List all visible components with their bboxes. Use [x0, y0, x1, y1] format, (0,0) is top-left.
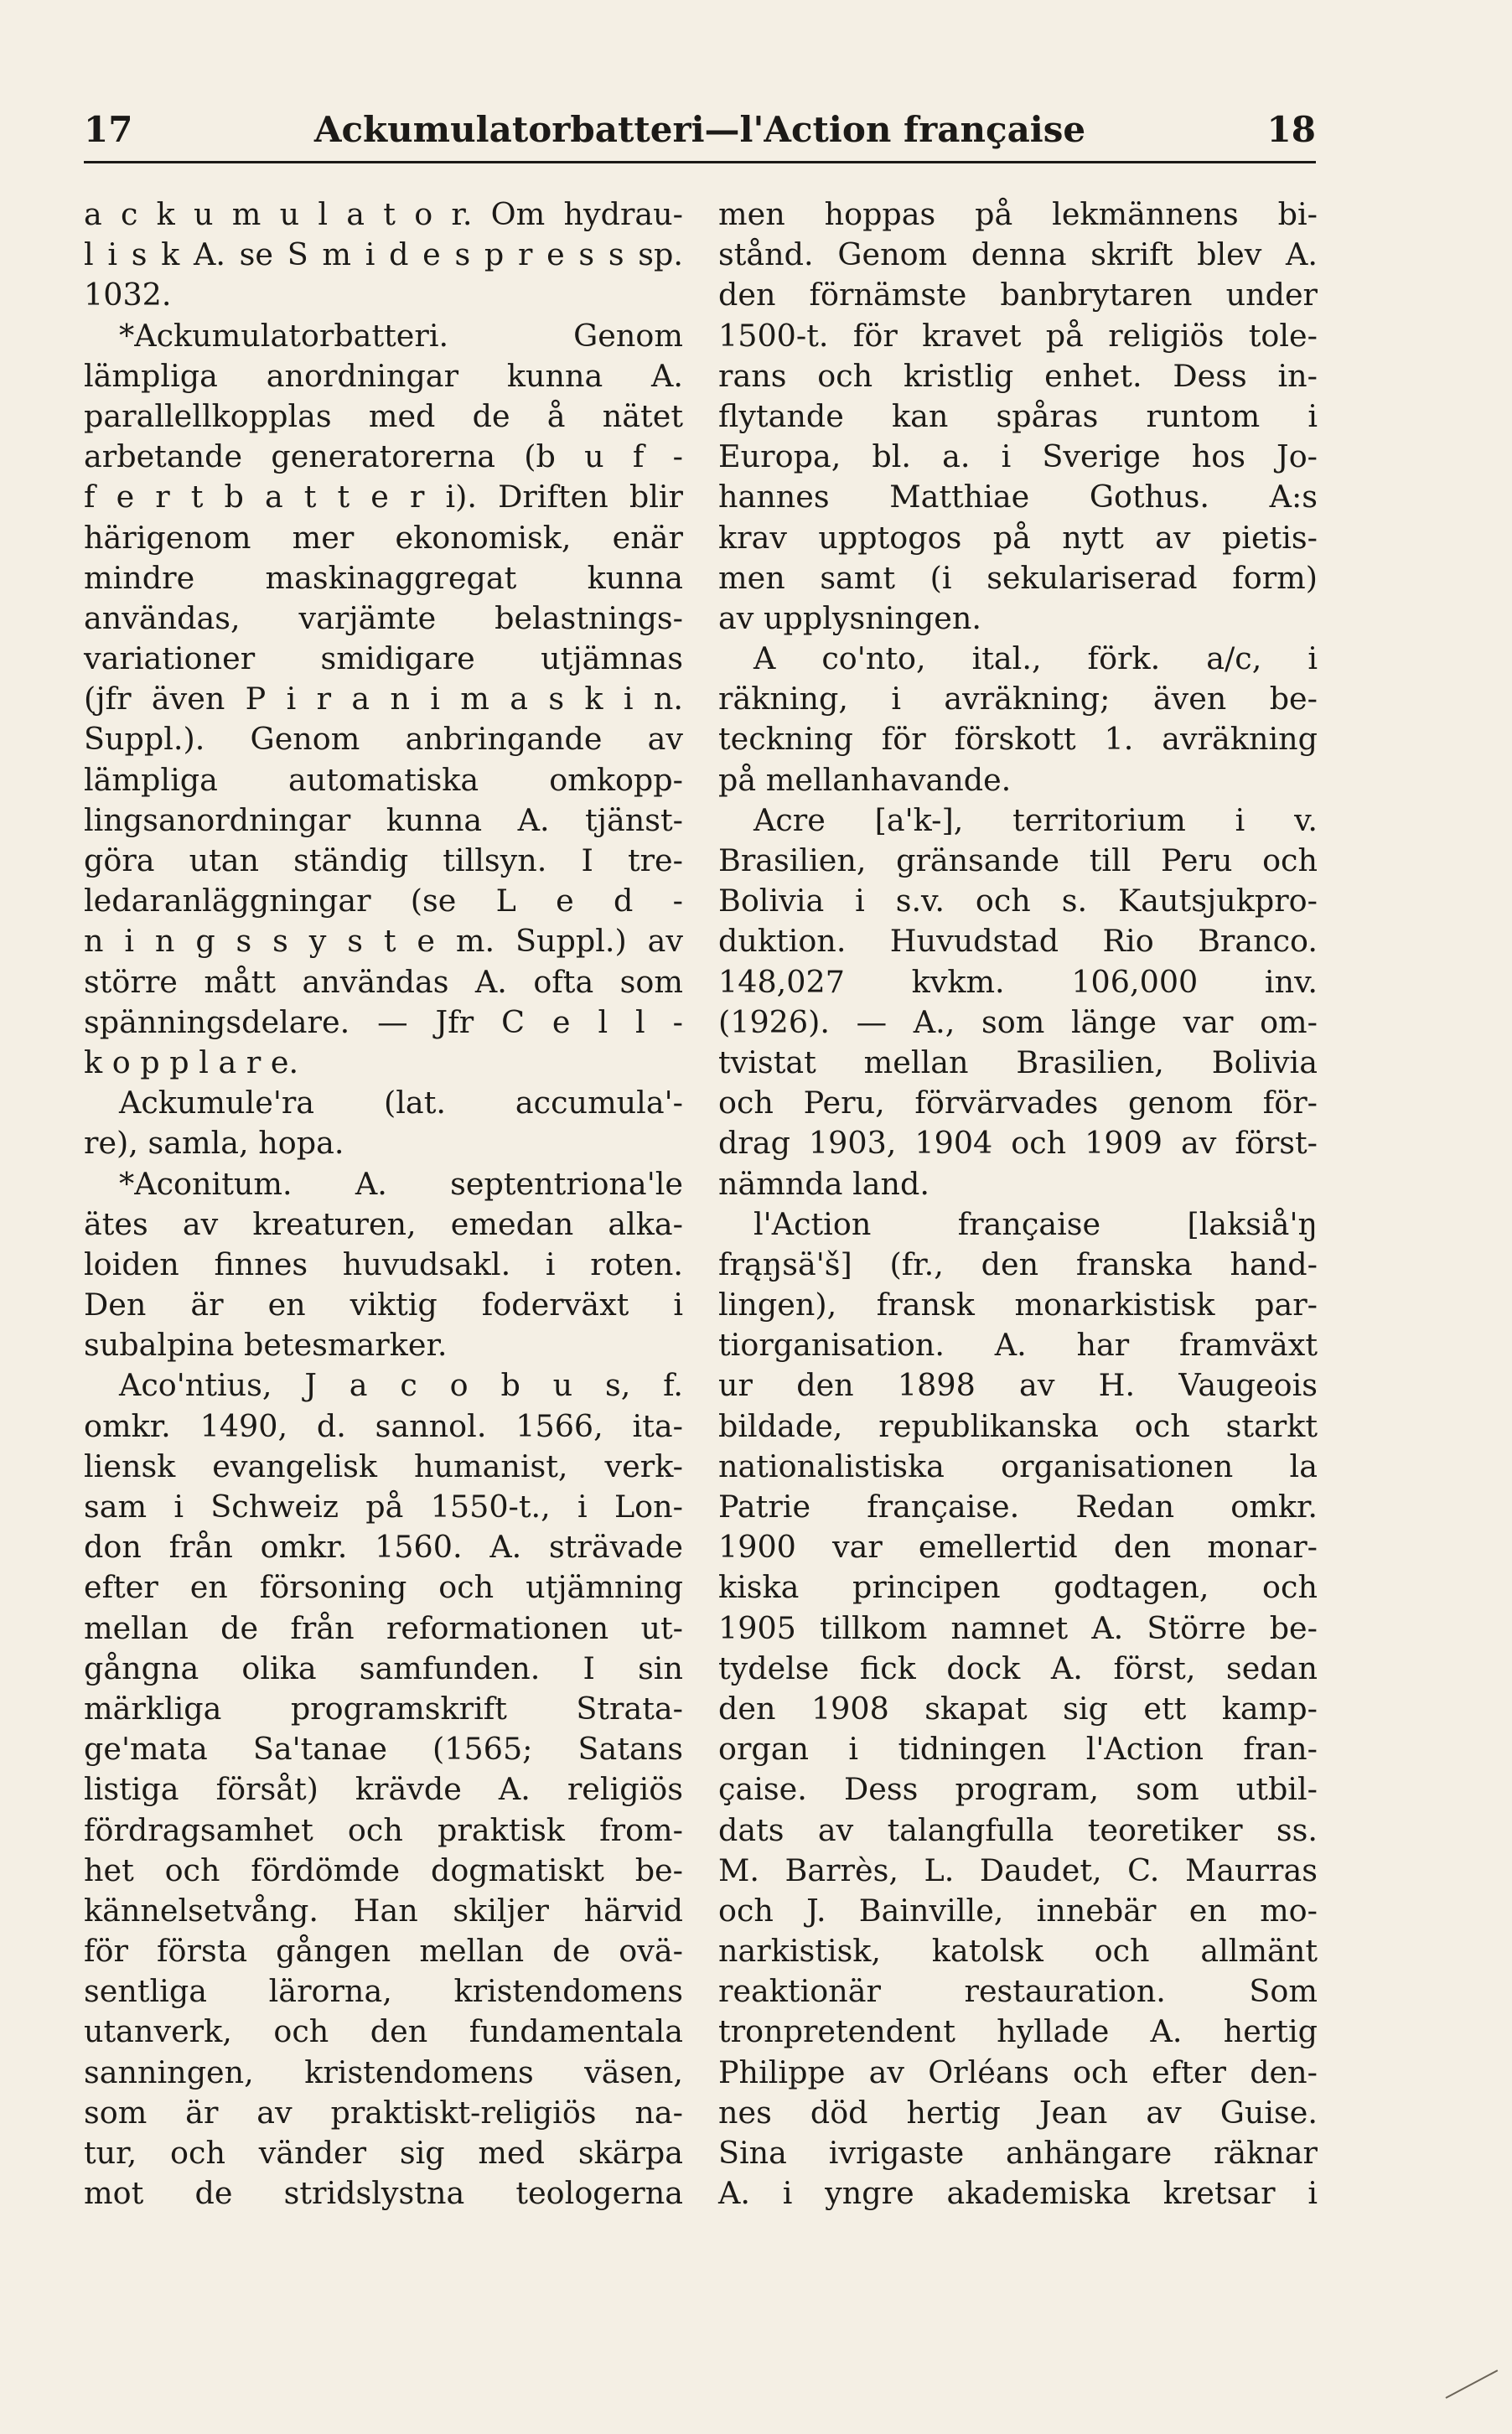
text-line: 1500-t. för kravet på religiös tole-	[718, 317, 1318, 354]
page-number-right: 18	[1266, 109, 1316, 150]
text-line: Philippe av Orléans och efter den-	[718, 2053, 1318, 2090]
text-line: härigenom mer ekonomisk, enär	[84, 519, 683, 556]
text-line: nes död hertig Jean av Guise.	[718, 2094, 1318, 2131]
text-line: och Peru, förvärvades genom för-	[718, 1085, 1318, 1121]
text-line: *Aconitum. A. septentriona'le	[119, 1165, 683, 1202]
text-line: l'Action française [laksiå'ŋ	[753, 1205, 1318, 1242]
text-line: lingen), fransk monarkistisk par-	[718, 1287, 1318, 1323]
text-line: nämnda land.	[718, 1165, 930, 1202]
text-line: arbetande generatorerna (b u f -	[84, 438, 683, 475]
text-line: den förnämste banbrytaren under	[718, 277, 1318, 313]
text-line: Sina ivrigaste anhängare räknar	[718, 2135, 1318, 2171]
text-line: kiska principen godtagen, och	[718, 1569, 1318, 1606]
text-line: omkr. 1490, d. sannol. 1566, ita-	[84, 1407, 683, 1444]
text-line: l i s k A. se S m i d e s p r e s s sp.	[84, 236, 683, 273]
text-line: på mellanhavande.	[718, 761, 1012, 798]
text-line: och J. Bainville, innebär en mo-	[718, 1892, 1318, 1929]
text-line: lämpliga automatiska omkopp-	[84, 761, 683, 798]
text-line: större mått användas A. ofta som	[84, 963, 683, 1000]
text-line: re), samla, hopa.	[84, 1125, 344, 1162]
text-line: frąŋsä'š] (fr., den franska hand-	[718, 1245, 1318, 1282]
text-line: göra utan ständig tillsyn. I tre-	[84, 842, 683, 878]
text-line: för första gången mellan de ovä-	[84, 1933, 683, 1970]
text-line: rans och kristlig enhet. Dess in-	[718, 357, 1318, 394]
text-line: parallellkopplas med de å nätet	[84, 397, 683, 434]
text-line: Acre [a'k-], territorium i v.	[753, 801, 1318, 838]
header-rule	[84, 161, 1316, 163]
text-line: tvistat mellan Brasilien, Bolivia	[718, 1044, 1318, 1080]
text-line: sentliga lärorna, kristendomens	[84, 1973, 683, 2010]
text-line: A. i yngre akademiska kretsar i	[718, 2175, 1318, 2212]
text-line: subalpina betesmarker.	[84, 1327, 448, 1364]
text-line: reaktionär restauration. Som	[718, 1973, 1318, 2010]
pencil-mark	[1446, 2369, 1499, 2399]
text-line: märkliga programskrift Strata-	[84, 1690, 683, 1727]
text-line: Brasilien, gränsande till Peru och	[718, 842, 1318, 878]
text-line: nationalistiska organisationen la	[718, 1447, 1318, 1484]
text-line: duktion. Huvudstad Rio Branco.	[718, 923, 1318, 960]
text-line: çaise. Dess program, som utbil-	[718, 1771, 1318, 1808]
text-line: kännelsetvång. Han skiljer härvid	[84, 1892, 683, 1929]
text-line: som är av praktiskt-religiös na-	[84, 2094, 683, 2131]
text-line: listiga försåt) krävde A. religiös	[84, 1771, 683, 1808]
text-line: ge'mata Sa'tanae (1565; Satans	[84, 1731, 683, 1768]
text-line: M. Barrès, L. Daudet, C. Maurras	[718, 1851, 1318, 1888]
text-line: Suppl.). Genom anbringande av	[84, 721, 683, 758]
text-line: organ i tidningen l'Action fran-	[718, 1731, 1318, 1768]
text-line: drag 1903, 1904 och 1909 av först-	[718, 1125, 1318, 1162]
running-title: Ackumulatorbatteri—l'Action française	[313, 109, 1086, 150]
text-line: 1032.	[84, 277, 172, 313]
text-line: Europa, bl. a. i Sverige hos Jo-	[718, 438, 1318, 475]
text-line: mindre maskinaggregat kunna	[84, 559, 683, 596]
text-line: gångna olika samfunden. I sin	[84, 1649, 683, 1686]
text-line: stånd. Genom denna skrift blev A.	[718, 236, 1318, 273]
text-line: 1905 tillkom namnet A. Större be-	[718, 1609, 1318, 1646]
text-line: liensk evangelisk humanist, verk-	[84, 1447, 683, 1484]
running-header	[84, 109, 1316, 159]
left-column	[84, 194, 683, 2214]
text-line: (jfr även P i r a n i m a s k i n.	[84, 681, 683, 717]
text-line: don från omkr. 1560. A. strävade	[84, 1529, 683, 1566]
text-line: Patrie française. Redan omkr.	[718, 1489, 1318, 1525]
text-line: sam i Schweiz på 1550-t., i Lon-	[84, 1489, 683, 1525]
text-line: 148,027 kvkm. 106,000 inv.	[718, 963, 1318, 1000]
text-line: efter en försoning och utjämning	[84, 1569, 683, 1606]
text-line: men samt (i sekulariserad form)	[718, 559, 1318, 596]
text-line: A co'nto, ital., förk. a/c, i	[753, 640, 1318, 677]
text-line: narkistisk, katolsk och allmänt	[718, 1933, 1318, 1970]
text-line: lämpliga anordningar kunna A.	[84, 357, 683, 394]
text-line: bildade, republikanska och starkt	[718, 1407, 1318, 1444]
text-line: 1900 var emellertid den monar-	[718, 1529, 1318, 1566]
text-line: k o p p l a r e.	[84, 1044, 299, 1080]
text-line: spänningsdelare. — Jfr C e l l -	[84, 1003, 683, 1040]
text-line: lingsanordningar kunna A. tjänst-	[84, 801, 683, 838]
text-line: fördragsamhet och praktisk from-	[84, 1811, 683, 1848]
text-line: ur den 1898 av H. Vaugeois	[718, 1367, 1318, 1404]
text-line: men hoppas på lekmännens bi-	[718, 196, 1318, 232]
text-line: Den är en viktig foderväxt i	[84, 1287, 683, 1323]
text-line: variationer smidigare utjämnas	[84, 640, 683, 677]
text-line: av upplysningen.	[718, 599, 982, 636]
text-line: *Ackumulatorbatteri. Genom	[119, 317, 683, 354]
text-line: krav upptogos på nytt av pietis-	[718, 519, 1318, 556]
text-line: loiden finnes huvudsakl. i roten.	[84, 1245, 683, 1282]
text-line: mot de stridslystna teologerna	[84, 2175, 683, 2212]
text-line: räkning, i avräkning; även be-	[718, 681, 1318, 717]
right-column	[718, 194, 1318, 2214]
text-line: tydelse fick dock A. först, sedan	[718, 1649, 1318, 1686]
text-line: ledaranläggningar (se L e d -	[84, 883, 683, 919]
text-line: dats av talangfulla teoretiker ss.	[718, 1811, 1318, 1848]
text-line: tronpretendent hyllade A. hertig	[718, 2013, 1318, 2050]
text-line: flytande kan spåras runtom i	[718, 397, 1318, 434]
text-line: Ackumule'ra (lat. accumula'-	[119, 1085, 683, 1121]
page-number-left: 17	[84, 109, 133, 150]
text-line: användas, varjämte belastnings-	[84, 599, 683, 636]
text-line: f e r t b a t t e r i). Driften blir	[84, 479, 683, 515]
text-line: (1926). — A., som länge var om-	[718, 1003, 1318, 1040]
text-line: utanverk, och den fundamentala	[84, 2013, 683, 2050]
text-line: Bolivia i s.v. och s. Kautsjukpro-	[718, 883, 1318, 919]
text-line: tiorganisation. A. har framväxt	[718, 1327, 1318, 1364]
text-line: den 1908 skapat sig ett kamp-	[718, 1690, 1318, 1727]
text-line: mellan de från reformationen ut-	[84, 1609, 683, 1646]
text-line: n i n g s s y s t e m. Suppl.) av	[84, 923, 683, 960]
text-line: a c k u m u l a t o r. Om hydrau-	[84, 196, 683, 232]
text-line: sanningen, kristendomens väsen,	[84, 2053, 683, 2090]
text-line: hannes Matthiae Gothus. A:s	[718, 479, 1318, 515]
text-line: Aco'ntius, J a c o b u s, f.	[119, 1367, 683, 1404]
text-line: ätes av kreaturen, emedan alka-	[84, 1205, 683, 1242]
text-line: tur, och vänder sig med skärpa	[84, 2135, 683, 2171]
text-line: teckning för förskott 1. avräkning	[718, 721, 1318, 758]
text-line: het och fördömde dogmatiskt be-	[84, 1851, 683, 1888]
